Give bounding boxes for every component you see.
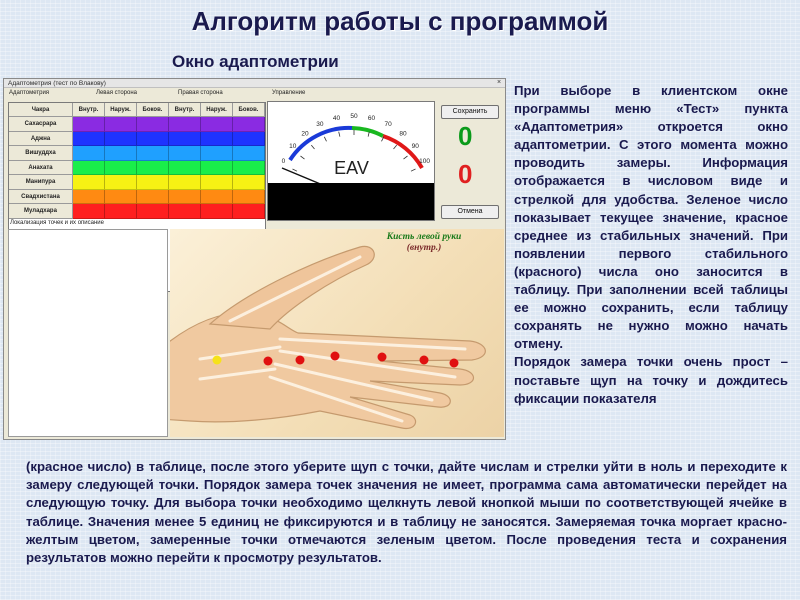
table-cell[interactable] xyxy=(201,190,233,205)
measure-point[interactable] xyxy=(264,357,273,366)
table-cell[interactable] xyxy=(137,146,169,161)
gauge-tick xyxy=(311,145,314,149)
table-cell[interactable] xyxy=(169,146,201,161)
save-button[interactable]: Сохранить xyxy=(441,105,499,119)
table-cell[interactable] xyxy=(137,204,169,219)
measure-point[interactable] xyxy=(331,352,340,361)
table-cell[interactable] xyxy=(73,161,105,176)
table-cell[interactable] xyxy=(233,204,265,219)
table-cell[interactable] xyxy=(233,161,265,176)
eav-gauge xyxy=(267,101,435,221)
table-cell[interactable] xyxy=(201,117,233,132)
table-cell[interactable] xyxy=(201,204,233,219)
table-row xyxy=(9,204,265,219)
table-cell[interactable] xyxy=(73,204,105,219)
thumb-shape xyxy=(210,246,374,329)
hand-caption-title: Кисть левой руки xyxy=(386,232,462,242)
table-cell[interactable] xyxy=(137,117,169,132)
description-paragraph: При выборе в клиентском окне программы меню «Тест» пункта «Адаптометрия» откроется окно адаптометрии. С этого момента можно проводить замеры. Информация отображается в числовом виде и стрелкой для удобства. Зеленое число показывает текущее значение, красное среднее из стабильных значений. При появлении первого стабильного (красного) числа оно заносится в таблицу. При заполнении всей таблицы ее можно сохранить, если таблицу сохранять не нужно можно начать отмену. xyxy=(514,83,788,352)
column-header: Наруж. xyxy=(201,103,233,117)
chakra-label: Анахата xyxy=(9,161,73,176)
table-row xyxy=(9,132,265,147)
table-cell[interactable] xyxy=(105,146,137,161)
table-cell[interactable] xyxy=(105,161,137,176)
table-cell[interactable] xyxy=(73,132,105,147)
description-paragraph: Порядок замера точки очень прост – поставьте щуп на точку и дождитесь фиксации показателя xyxy=(514,354,788,406)
table-row xyxy=(9,161,265,176)
table-cell[interactable] xyxy=(105,190,137,205)
gauge-tick-label: 70 xyxy=(384,120,392,128)
table-body xyxy=(9,117,265,219)
table-row xyxy=(9,146,265,161)
table-cell[interactable] xyxy=(73,117,105,132)
average-value: 0 xyxy=(458,159,473,189)
gauge-tick-label: 100 xyxy=(419,157,431,165)
current-value: 0 xyxy=(458,121,473,151)
gauge-tick xyxy=(339,132,340,137)
group-control: Управление xyxy=(272,90,306,96)
table-cell[interactable] xyxy=(73,175,105,190)
table-cell[interactable] xyxy=(233,190,265,205)
measure-point[interactable] xyxy=(213,356,222,365)
gauge-tick-label: 20 xyxy=(301,130,309,138)
table-cell[interactable] xyxy=(233,175,265,190)
gauge-tick-label: 80 xyxy=(399,130,407,138)
gauge-tick-label: 50 xyxy=(350,113,358,120)
table-cell[interactable] xyxy=(105,175,137,190)
table-cell[interactable] xyxy=(105,132,137,147)
table-cell[interactable] xyxy=(137,161,169,176)
gauge-label: EAV xyxy=(334,158,369,178)
table-cell[interactable] xyxy=(233,117,265,132)
gauge-readout-area xyxy=(268,183,435,221)
close-icon[interactable]: × xyxy=(496,79,502,86)
chakra-label: Муладхара xyxy=(9,204,73,219)
table-cell[interactable] xyxy=(169,204,201,219)
group-headers xyxy=(4,89,507,99)
table-cell[interactable] xyxy=(169,190,201,205)
table-cell[interactable] xyxy=(169,117,201,132)
measure-point[interactable] xyxy=(378,353,387,362)
table-cell[interactable] xyxy=(233,132,265,147)
group-adaptometry: Адаптометрия xyxy=(9,90,50,96)
chakra-label: Вишуддха xyxy=(9,146,73,161)
gauge-tick-label: 90 xyxy=(411,142,419,150)
table-cell[interactable] xyxy=(73,146,105,161)
window-titlebar xyxy=(4,79,505,88)
palm-shape xyxy=(170,313,485,428)
table-row xyxy=(9,175,265,190)
table-row xyxy=(9,190,265,205)
table-row xyxy=(9,117,265,132)
table-cell[interactable] xyxy=(105,117,137,132)
chakra-label: Сахасрара xyxy=(9,117,73,132)
chakra-label: Свадхистана xyxy=(9,190,73,205)
measure-point[interactable] xyxy=(420,356,429,365)
table-cell[interactable] xyxy=(169,175,201,190)
cancel-button[interactable]: Отмена xyxy=(441,205,499,219)
column-header: Внутр. xyxy=(169,103,201,117)
chakra-label: Манипура xyxy=(9,175,73,190)
hand-caption-sub: (внутр.) xyxy=(406,243,442,253)
table-cell[interactable] xyxy=(73,190,105,205)
column-header: Внутр. xyxy=(73,103,105,117)
gauge-tick-label: 30 xyxy=(316,120,324,128)
gauge-tick-label: 10 xyxy=(289,142,297,150)
gauge-tick xyxy=(324,137,326,142)
points-label: Локализация точек и их описание xyxy=(10,220,104,226)
hand-illustration xyxy=(170,229,504,437)
adaptometry-window xyxy=(3,78,506,440)
description-bottom xyxy=(26,458,787,567)
table-cell[interactable] xyxy=(201,146,233,161)
column-header: Чакра xyxy=(9,103,73,117)
column-header: Боков. xyxy=(233,103,265,117)
description-paragraph: (красное число) в таблице, после этого уберите щуп с точки, дайте числам и стрелки уйти в ноль и переходите к замеру следующей точки. Порядок замера точек значения не имеет, программа сама автоматически перейдет на следующую точку. Для выбора точки необходимо щелкнуть левой кнопкой мыши по соответствующей ячейке в таблице. Значения менее 5 единиц не фиксируются и в таблицу не заносятся. Замеряемая точка моргает красно-желтым цветом, замеренные точки отмечаются зеленым цветом. После проведения теста и сохранения результатов можно перейти к просмотру результатов. xyxy=(26,459,787,566)
window-title: Адаптометрия (тест по Влакову) xyxy=(8,80,106,87)
table-cell[interactable] xyxy=(233,146,265,161)
gauge-tick-label: 60 xyxy=(367,115,376,122)
gauge-tick xyxy=(394,145,397,149)
table-cell[interactable] xyxy=(169,161,201,176)
table-cell[interactable] xyxy=(201,175,233,190)
slide-subtitle: Окно адаптометрии xyxy=(172,52,339,71)
measure-point[interactable] xyxy=(296,356,305,365)
chakra-label: Аджна xyxy=(9,132,73,147)
points-description-panel xyxy=(8,229,168,437)
table-cell[interactable] xyxy=(137,132,169,147)
table-cell[interactable] xyxy=(137,190,169,205)
gauge-tick-label: 40 xyxy=(332,115,341,122)
table-header-row xyxy=(9,103,265,117)
group-right-side: Правая сторона xyxy=(178,90,223,96)
column-header: Боков. xyxy=(137,103,169,117)
hand-image-panel xyxy=(170,229,504,437)
table-cell[interactable] xyxy=(169,132,201,147)
gauge-tick-label: 0 xyxy=(281,157,286,165)
column-header: Наруж. xyxy=(105,103,137,117)
slide-title: Алгоритм работы с программой xyxy=(191,6,609,36)
table-cell[interactable] xyxy=(201,132,233,147)
table-cell[interactable] xyxy=(201,161,233,176)
group-left-side: Левая сторона xyxy=(96,90,137,96)
table-cell[interactable] xyxy=(137,175,169,190)
description-right xyxy=(514,82,788,408)
measure-point[interactable] xyxy=(450,359,459,368)
table-cell[interactable] xyxy=(105,204,137,219)
hand-caption xyxy=(354,232,494,254)
